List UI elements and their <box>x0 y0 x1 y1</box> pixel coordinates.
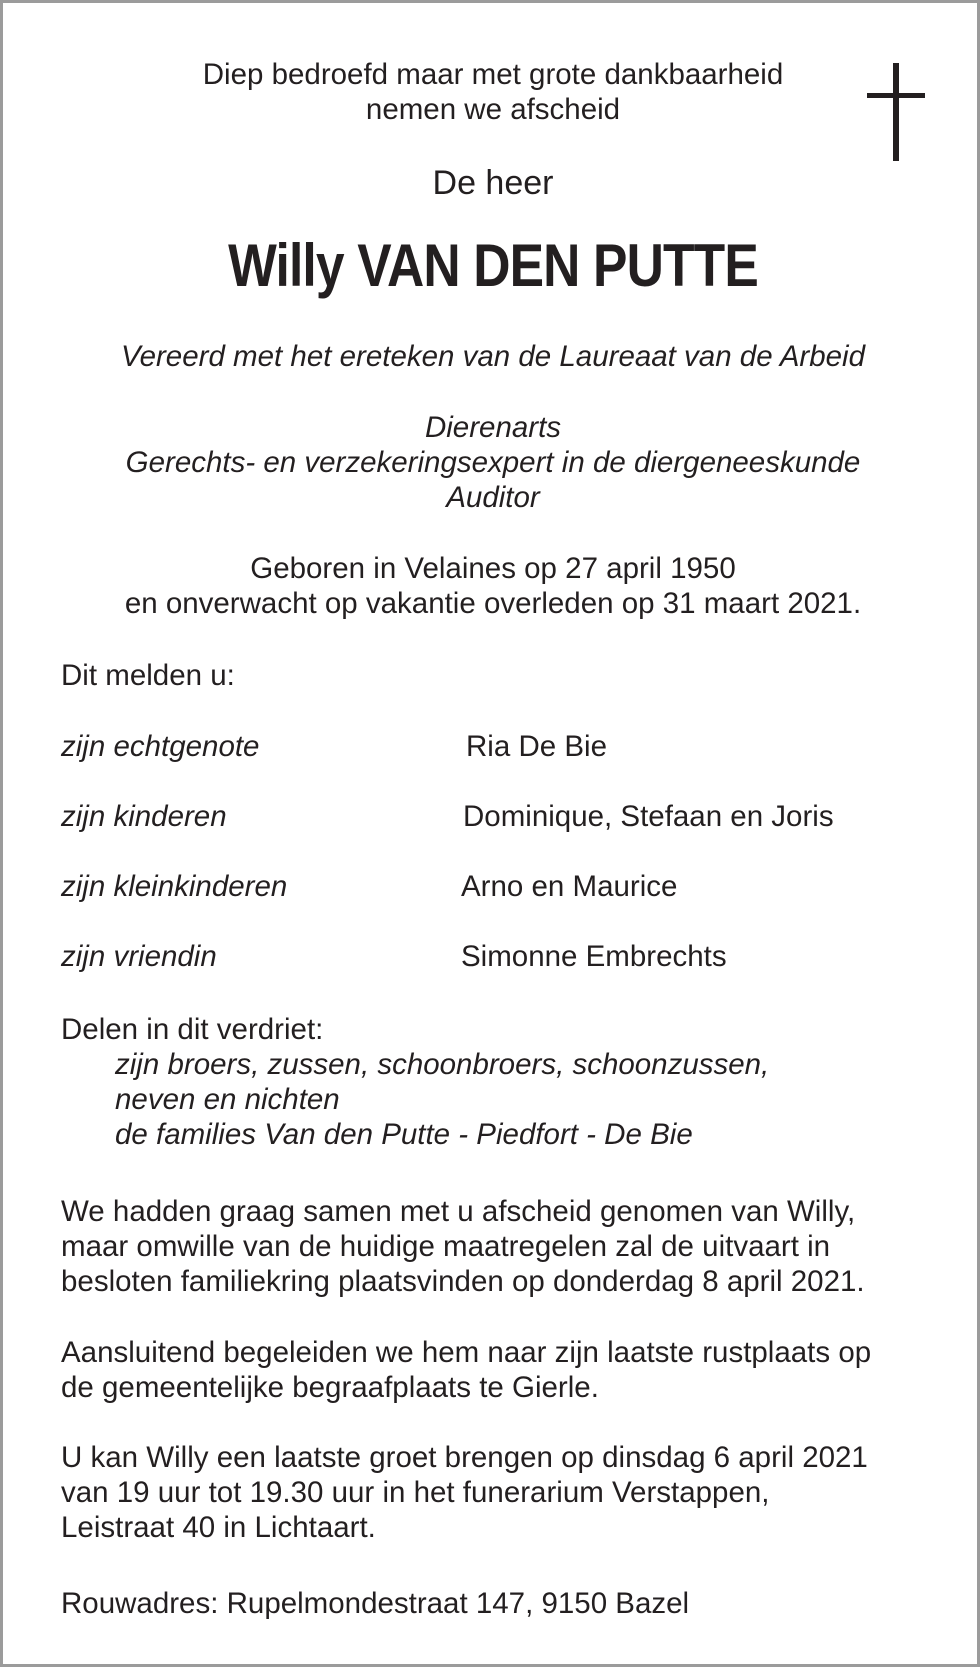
intro-line-1: Diep bedroefd maar met grote dankbaarheid <box>202 58 784 91</box>
farewell-line-1: U kan Willy een laatste groet brengen op dinsdag 6 april 2021 <box>61 1441 868 1474</box>
burial-paragraph <box>61 1335 941 1405</box>
relation-row <box>61 729 941 765</box>
profession-1: Dierenarts <box>424 411 562 444</box>
sharing-intro: Delen in dit verdriet: <box>61 1013 324 1046</box>
professions <box>43 410 943 515</box>
sharing-section <box>61 1012 941 1152</box>
sharing-line-2: neven en nichten <box>115 1083 340 1116</box>
sharing-line-3: de families Van den Putte - Piedfort - De Bie <box>115 1118 693 1151</box>
honor-text: Vereerd met het ereteken van de Laureaat van de Arbeid <box>121 340 865 373</box>
intro-text <box>43 57 943 127</box>
funeral-line-3: besloten familiekring plaatsvinden op donderdag 8 april 2021. <box>61 1265 865 1298</box>
died-text: en onverwacht op vakantie overleden op 31 maart 2021. <box>124 587 862 620</box>
relation-row <box>61 939 941 975</box>
funeral-line-2: maar omwille van de huidige maatregelen zal de uitvaart in <box>61 1230 831 1263</box>
salutation: De heer <box>432 164 554 202</box>
profession-3: Auditor <box>446 481 540 514</box>
farewell-paragraph <box>61 1440 941 1545</box>
relation-role: zijn echtgenote <box>61 730 260 763</box>
profession-2: Gerechts- en verzekeringsexpert in de diergeneeskunde <box>125 446 861 479</box>
sharing-line-1: zijn broers, zussen, schoonbroers, schoonzussen, <box>115 1048 770 1081</box>
relation-names: Dominique, Stefaan en Joris <box>463 800 834 833</box>
intro-line-2: nemen we afscheid <box>365 93 621 126</box>
relation-names: Simonne Embrechts <box>461 940 727 973</box>
life-dates <box>43 551 943 621</box>
burial-line-2: de gemeentelijke begraafplaats te Gierle. <box>61 1371 599 1404</box>
relation-names: Arno en Maurice <box>461 870 678 903</box>
deceased-name: Willy VAN DEN PUTTE <box>228 232 758 299</box>
relation-row <box>61 869 941 905</box>
relation-names: Ria De Bie <box>466 730 608 763</box>
relation-role: zijn kleinkinderen <box>61 870 288 903</box>
funeral-paragraph <box>61 1194 941 1299</box>
relation-role: zijn vriendin <box>61 940 217 973</box>
born-text: Geboren in Velaines op 27 april 1950 <box>250 552 736 585</box>
relation-role: zijn kinderen <box>61 800 227 833</box>
burial-line-1: Aansluitend begeleiden we hem naar zijn laatste rustplaats op <box>61 1336 872 1369</box>
mourning-address: Rouwadres: Rupelmondestraat 147, 9150 Bazel <box>61 1587 690 1620</box>
relation-row <box>61 799 941 835</box>
announcers-intro: Dit melden u: <box>61 659 235 692</box>
funeral-line-1: We hadden graag samen met u afscheid genomen van Willy, <box>61 1195 856 1228</box>
farewell-line-2: van 19 uur tot 19.30 uur in het funerarium Verstappen, <box>61 1476 770 1509</box>
farewell-line-3: Leistraat 40 in Lichtaart. <box>61 1511 376 1544</box>
